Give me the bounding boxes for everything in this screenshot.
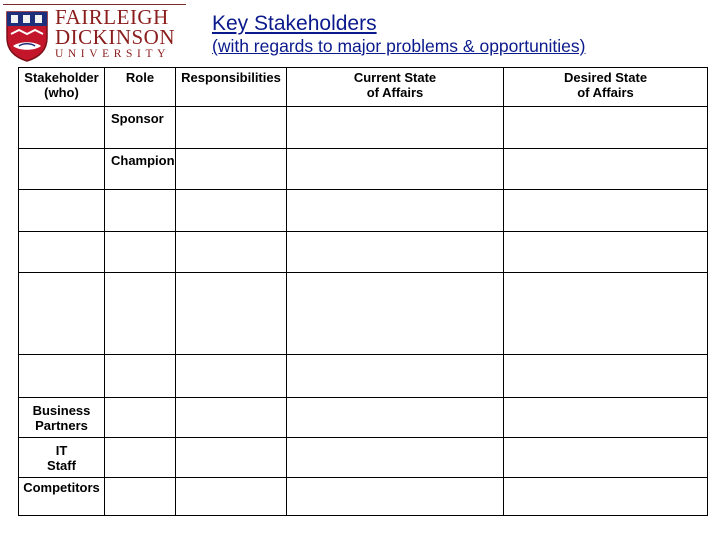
stakeholder-cell[interactable]: Business Partners: [19, 398, 105, 438]
role-cell[interactable]: [105, 355, 176, 398]
desired-state-cell[interactable]: [504, 398, 708, 438]
desired-state-cell[interactable]: [504, 107, 708, 149]
stakeholder-cell[interactable]: [19, 107, 105, 149]
logo-wordmark-line3: UNIVERSITY: [55, 48, 170, 60]
stakeholder-cell[interactable]: [19, 190, 105, 232]
table-row: [19, 107, 708, 149]
desired-state-cell[interactable]: [504, 190, 708, 232]
responsibilities-cell[interactable]: [176, 398, 287, 438]
column-header-current-state: Current State of Affairs: [287, 68, 504, 107]
logo-wordmark-line1: FAIRLEIGH: [55, 5, 169, 29]
column-header-responsibilities: Responsibilities: [176, 68, 287, 107]
stakeholder-cell[interactable]: [19, 355, 105, 398]
current-state-cell[interactable]: [287, 190, 504, 232]
column-header-role: Role: [105, 68, 176, 107]
current-state-cell[interactable]: [287, 355, 504, 398]
current-state-cell[interactable]: [287, 149, 504, 190]
desired-state-cell[interactable]: [504, 273, 708, 355]
responsibilities-cell[interactable]: [176, 107, 287, 149]
university-logo: [3, 7, 188, 61]
responsibilities-cell[interactable]: [176, 355, 287, 398]
current-state-cell[interactable]: [287, 478, 504, 516]
role-cell[interactable]: [105, 190, 176, 232]
stakeholder-cell[interactable]: [19, 232, 105, 273]
table-row: [19, 190, 708, 232]
responsibilities-cell[interactable]: [176, 149, 287, 190]
university-shield-icon: [5, 10, 49, 62]
role-cell[interactable]: Sponsor: [105, 107, 176, 149]
current-state-cell[interactable]: [287, 232, 504, 273]
stakeholder-cell[interactable]: [19, 273, 105, 355]
table-row: [19, 232, 708, 273]
table-row: [19, 355, 708, 398]
role-cell[interactable]: [105, 273, 176, 355]
role-cell[interactable]: Champion: [105, 149, 176, 190]
page-subtitle: (with regards to major problems & opportunities): [212, 36, 586, 56]
current-state-cell[interactable]: [287, 107, 504, 149]
responsibilities-cell[interactable]: [176, 232, 287, 273]
current-state-cell[interactable]: [287, 398, 504, 438]
stakeholder-table: [18, 67, 708, 516]
desired-state-cell[interactable]: [504, 478, 708, 516]
logo-wordmark-line2: DICKINSON: [55, 25, 175, 49]
responsibilities-cell[interactable]: [176, 190, 287, 232]
responsibilities-cell[interactable]: [176, 273, 287, 355]
table-row: [19, 398, 708, 438]
desired-state-cell[interactable]: [504, 232, 708, 273]
current-state-cell[interactable]: [287, 273, 504, 355]
column-header-stakeholder: Stakeholder (who): [19, 68, 105, 107]
page-title: Key Stakeholders: [212, 12, 377, 35]
responsibilities-cell[interactable]: [176, 438, 287, 478]
desired-state-cell[interactable]: [504, 149, 708, 190]
column-header-desired-state: Desired State of Affairs: [504, 68, 708, 107]
role-cell[interactable]: [105, 438, 176, 478]
stakeholder-cell[interactable]: IT Staff: [19, 438, 105, 478]
table-row: [19, 273, 708, 355]
desired-state-cell[interactable]: [504, 438, 708, 478]
table-row: [19, 438, 708, 478]
table-row: [19, 149, 708, 190]
role-cell[interactable]: [105, 232, 176, 273]
stakeholder-cell[interactable]: Competitors: [19, 478, 105, 516]
stakeholder-cell[interactable]: [19, 149, 105, 190]
table-header-row: [19, 68, 708, 107]
responsibilities-cell[interactable]: [176, 478, 287, 516]
table-row: [19, 478, 708, 516]
current-state-cell[interactable]: [287, 438, 504, 478]
desired-state-cell[interactable]: [504, 355, 708, 398]
role-cell[interactable]: [105, 478, 176, 516]
role-cell[interactable]: [105, 398, 176, 438]
